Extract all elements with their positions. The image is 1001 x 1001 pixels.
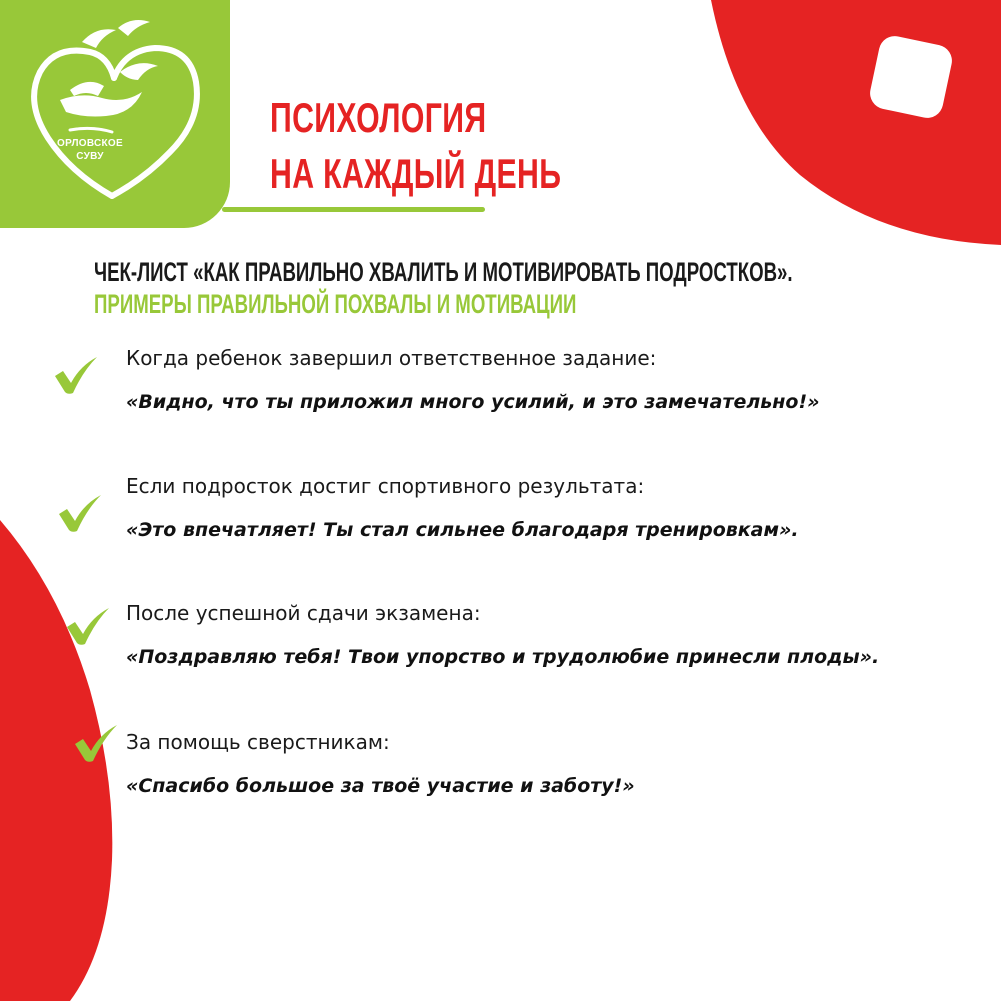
list-item xyxy=(0,472,1001,572)
praise-quote: «Это впечатляет! Ты стал сильнее благодаря тренировкам». xyxy=(126,519,799,541)
subheading-line1: ЧЕК-ЛИСТ «КАК ПРАВИЛЬНО ХВАЛИТЬ И МОТИВИРОВАТЬ ПОДРОСТКОВ». xyxy=(94,257,793,287)
title-line1: ПСИХОЛОГИЯ xyxy=(270,94,487,141)
logo-text-line1: ОРЛОВСКОЕ xyxy=(57,138,123,149)
subheading-line2: ПРИМЕРЫ ПРАВИЛЬНОЙ ПОХВАЛЫ И МОТИВАЦИИ xyxy=(94,289,577,319)
list-item xyxy=(0,728,1001,828)
check-icon xyxy=(72,722,120,764)
praise-quote: «Спасибо большое за твоё участие и заботу!» xyxy=(126,775,635,797)
logo-text-line2: СУВУ xyxy=(76,151,104,162)
title-line2: НА КАЖДЫЙ ДЕНЬ xyxy=(270,150,562,197)
check-icon xyxy=(56,492,104,534)
praise-quote: «Видно, что ты приложил много усилий, и это замечательно!» xyxy=(126,391,820,413)
check-icon xyxy=(52,354,100,396)
situation-text: Если подросток достиг спортивного результата: xyxy=(126,474,645,498)
white-rounded-square xyxy=(867,33,955,121)
situation-text: После успешной сдачи экзамена: xyxy=(126,601,481,625)
situation-text: За помощь сверстникам: xyxy=(126,730,390,754)
praise-quote: «Поздравляю тебя! Твои упорство и трудолюбие принесли плоды». xyxy=(126,646,880,668)
red-corner-shape-top-right xyxy=(705,0,1001,245)
logo xyxy=(0,0,230,228)
situation-text: Когда ребенок завершил ответственное задание: xyxy=(126,346,657,370)
list-item xyxy=(0,599,1001,699)
heart-hand-dove-emblem-icon xyxy=(0,0,230,228)
list-item xyxy=(0,344,1001,444)
check-icon xyxy=(64,605,112,647)
title-underline xyxy=(222,207,485,212)
